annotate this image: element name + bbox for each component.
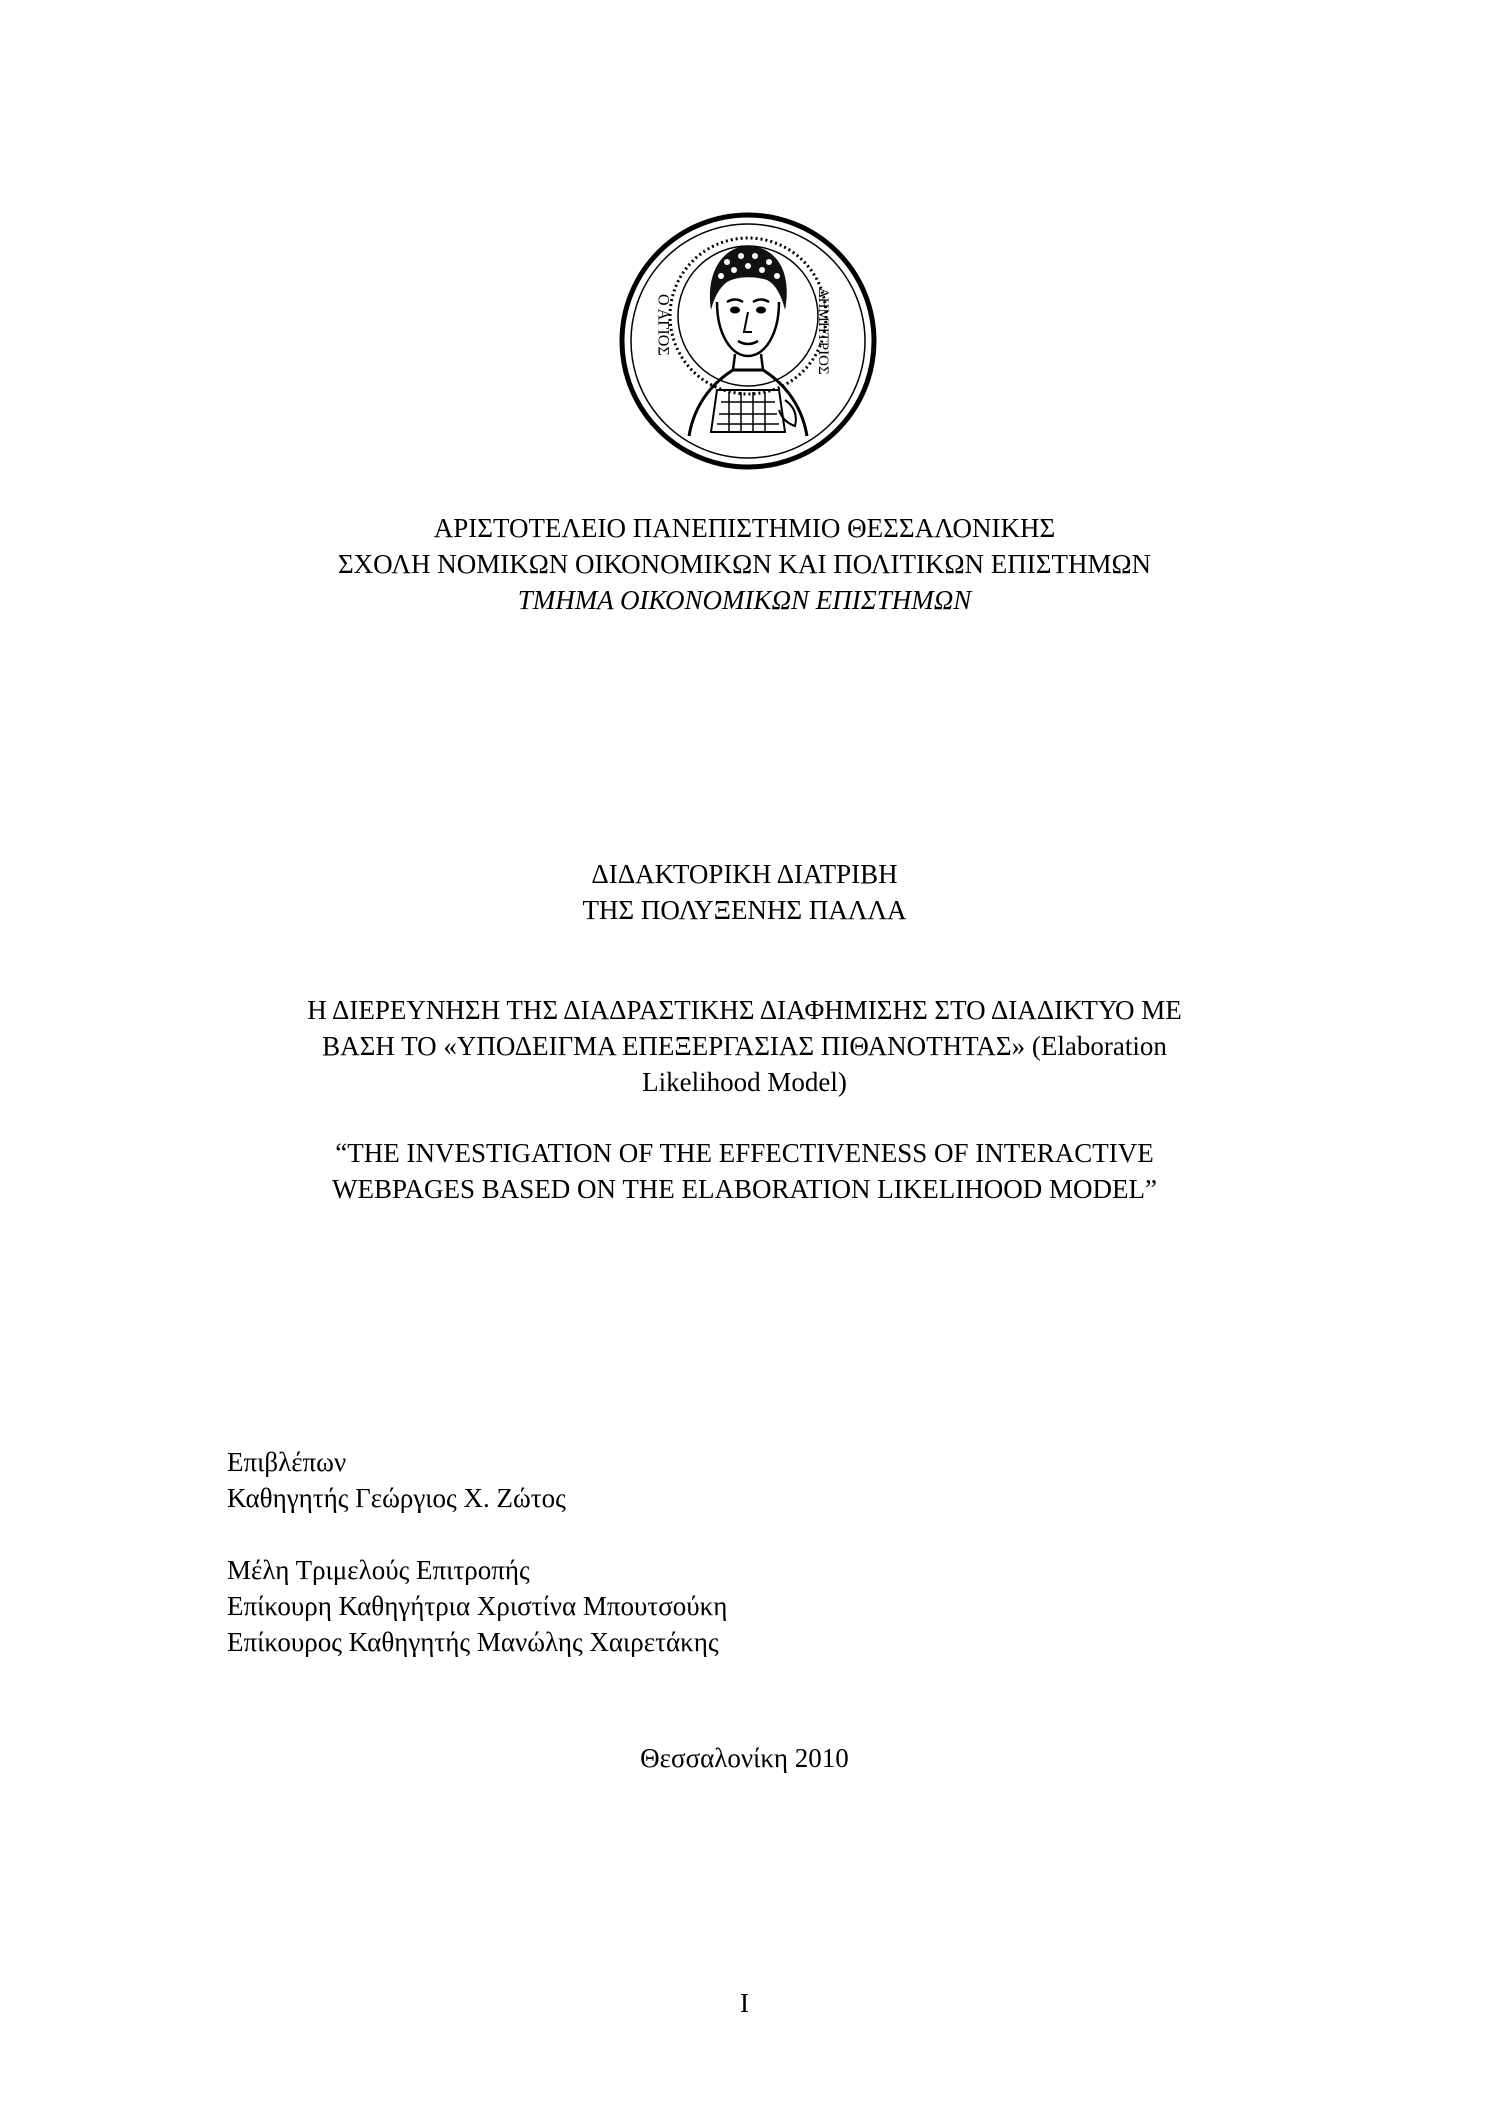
svg-text:Ο ΑΓΙΟΣ: Ο ΑΓΙΟΣ [654,294,672,356]
thesis-author: ΤΗΣ ΠΟΛΥΞΕΝΗΣ ΠΑΛΛΑ [582,895,907,925]
svg-text:ΔΗΜΗΤΡΙΟΣ: ΔΗΜΗΤΡΙΟΣ [815,288,831,375]
school-name: ΣΧΟΛΗ ΝΟΜΙΚΩΝ ΟΙΚΟΝΟΜΙΚΩΝ ΚΑΙ ΠΟΛΙΤΙΚΩΝ ΕΠΙΣΤΗΜΩΝ [337,549,1152,579]
university-name: ΑΡΙΣΤΟΤΕΛΕΙΟ ΠΑΝΕΠΙΣΤΗΜΙΟ ΘΕΣΣΑΛΟΝΙΚΗΣ [433,513,1056,543]
spacer [227,1516,727,1552]
supervisor-name: Καθηγητής Γεώργιος Χ. Ζώτος [227,1483,566,1513]
greek-title-line: Η ΔΙΕΡΕΥΝΗΣΗ ΤΗΣ ΔΙΑΔΡΑΣΤΙΚΗΣ ΔΙΑΦΗΜΙΣΗΣ ΣΤΟ ΔΙΑΔΙΚΤΥΟ ΜΕ [307,995,1182,1025]
city-year-text: Θεσσαλονίκη 2010 [640,1743,849,1773]
university-header [0,510,1489,618]
english-title-line: WEBPAGES BASED ON THE ELABORATION LIKELIHOOD MODEL” [332,1174,1157,1204]
page-number [0,1985,1489,2021]
english-title-line: “THE INVESTIGATION OF THE EFFECTIVENESS OF INTERACTIVE [335,1138,1154,1168]
greek-title-line: ΒΑΣΗ ΤΟ «ΥΠΟΔΕΙΓΜΑ ΕΠΕΞΕΡΓΑΣΙΑΣ ΠΙΘΑΝΟΤΗΤΑΣ» (Elaboration [322,1031,1167,1061]
greek-title-line: Likelihood Model) [642,1067,847,1097]
thesis-type: ΔΙΔΑΚΤΟΡΙΚΗ ΔΙΑΤΡΙΒΗ [591,859,898,889]
thesis-title-greek [0,992,1489,1100]
department-name: ΤΜΗΜΑ ΟΙΚΟΝΟΜΙΚΩΝ ΕΠΙΣΤΗΜΩΝ [517,585,972,615]
committee-members-label: Μέλη Τριμελούς Επιτροπής [227,1555,530,1585]
committee-member: Επίκουρη Καθηγήτρια Χριστίνα Μπουτσούκη [227,1591,728,1621]
supervisor-label: Επιβλέπων [227,1447,347,1477]
committee-section [227,1444,727,1660]
page-number-text: I [740,1988,749,2018]
thesis-info [0,856,1489,928]
committee-member: Επίκουρος Καθηγητής Μανώλης Χαιρετάκης [227,1627,719,1657]
city-year [0,1740,1489,1776]
thesis-title-english [0,1135,1489,1207]
university-seal-logo [617,210,879,472]
